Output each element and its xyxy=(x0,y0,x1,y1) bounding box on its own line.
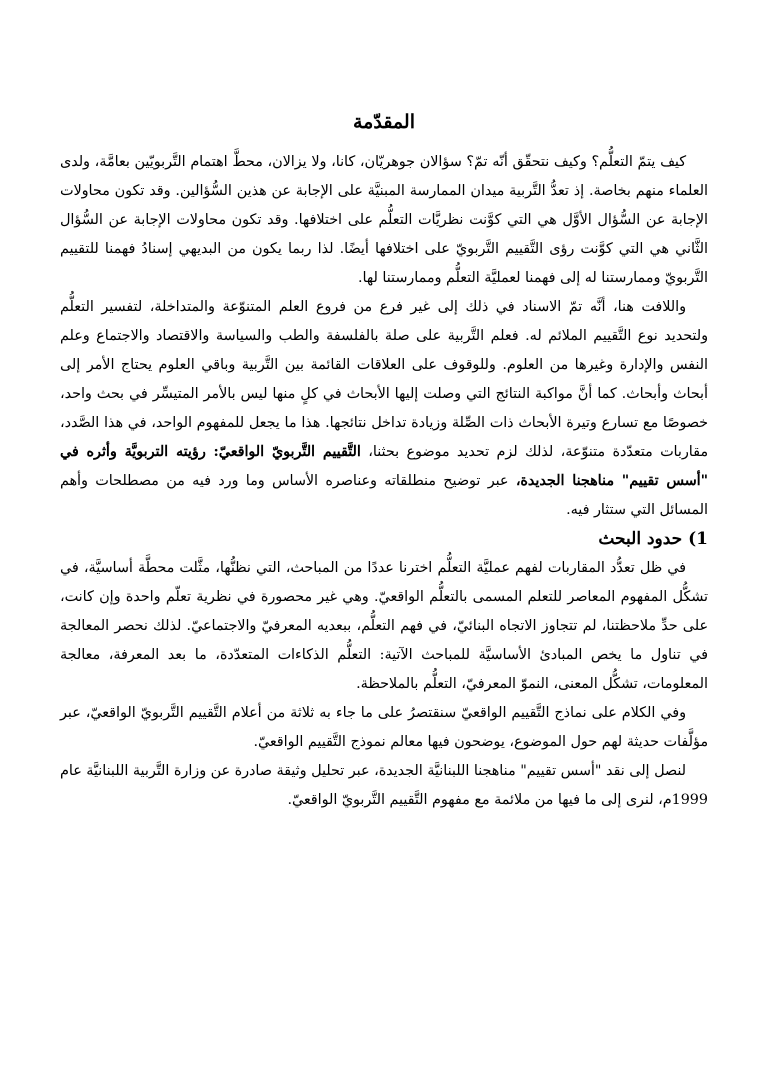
paragraph-2-text-end: عبر توضيح منطلقاته وعناصره الأساس وما ورد فيه من مصطلحات وأهم المسائل التي ستثار فيه. xyxy=(60,473,708,518)
intro-paragraph-1: كيف يتمّ التعلُّم؟ وكيف نتحقّق أنّه تمّ؟ سؤالان جوهريّان، كانا، ولا يزالان، محطَّ اهتمام التَّربويّين بعامَّة، ولدى العلماء منهم بخاصة. إذ تعدُّ التَّربية ميدان الممارسة المبنيَّة على الإجابة عن هذين السُّؤالين. وقد تكون محاولات الإجابة عن السُّؤال الأوَّل هي التي كوَّنت نظريَّات التعلُّم على اختلافها. وقد تكون محاولات الإجابة عن السُّؤال الثَّاني هي التي كوَّنت رؤى التَّقييم التَّربويّ على اختلافها أيضًا. لذا ربما يكون من البديهي إسنادُ فهمنا للتقييم التَّربويّ وممارستنا له إلى فهمنا لعمليَّة التعلُّم وممارستنا لها. xyxy=(60,154,708,286)
page-title: المقدّمة xyxy=(352,111,415,133)
paragraph-2-text-start: واللافت هنا، أنَّه تمّ الاسناد في ذلك إلى غير فرع من فروع العلم المتنوّعة والمتداخلة، لتفسير التعلُّم ولتحديد نوع التَّقييم الملائم له. فعلم التَّربية على صلة بالفلسفة والطب والسياسة والاقتصاد والاجتماع وعلم النفس والإدارة وغيرها من العلوم. وللوقوف على العلاقات القائمة بين التَّربية وباقي العلوم يحتاج الأمر إلى أبحاث وأبحاث. كما أنَّ مواكبة النتائج التي وصلت إليها الأبحاث في كلٍ منها ليس بالأمر المتيسِّر في بحث واحد، خصوصًا مع تسارع وتيرة الأبحاث ذات الصِّلة وزيادة تداخل نتائجها. هذا ما يجعل للمفهوم الواحد، في هذا الصَّدد، مقاربات متعدّدة متنوّعة، لذلك لزم تحديد موضوع بحثنا، xyxy=(60,299,709,460)
section-heading-research-limits xyxy=(60,525,708,554)
research-topic-title: التَّقييم التَّربويّ الواقعيّ: رؤيته التربويَّة وأثره في "أسس تقييم" مناهجنا الجديدة، xyxy=(60,444,709,489)
section-label: حدود البحث xyxy=(598,529,683,549)
intro-paragraph-2 xyxy=(60,293,708,525)
section-number: 1) xyxy=(688,529,708,549)
section-paragraph-3: لنصل إلى نقد "أسس تقييم" مناهجنا اللبنانيَّة الجديدة، عبر تحليل وثيقة صادرة عن وزارة التَّربية اللبنانيَّة عام 1999م، لنرى إلى ما فيها من ملائمة مع مفهوم التَّقييم التَّربويّ الواقعيّ. xyxy=(60,763,708,808)
section-paragraph-1: في ظل تعدُّد المقاربات لفهم عمليَّة التعلُّم اخترنا عددًا من المباحث، التي نظنُّها، مثَّلت محطَّة أساسيَّة، في تشكُّل المفهوم المعاصر للتعلم المسمى بالتعلُّم الواقعيّ. وهي غير محصورة في نظرية تعلّم واحدة وإن كانت، على حدِّ ملاحظتنا، لم تتجاوز الاتجاه البنائيّ، في فهم التعلُّم، ببعديه المعرفيّ والاجتماعيّ. لذلك نحصر المعالجة في تناول ما يخص المبادئ الأساسيَّة للمباحث الآتية: التعلُّم الذكاءات المتعدّدة، ما بعد المعرفة، معالجة المعلومات، تشكُّل المعنى، النموّ المعرفيّ، التعلُّم بالملاحظة. xyxy=(60,560,708,692)
section-paragraph-2: وفي الكلام على نماذج التَّقييم الواقعيّ سنقتصرُ على ما جاء به ثلاثة من أعلام التَّقييم التَّربويّ الواقعيّ، عبر مؤلَّفات حديثة لهم حول الموضوع، يوضحون فيها معالم نموذج التَّقييم الواقعيّ. xyxy=(60,705,708,750)
